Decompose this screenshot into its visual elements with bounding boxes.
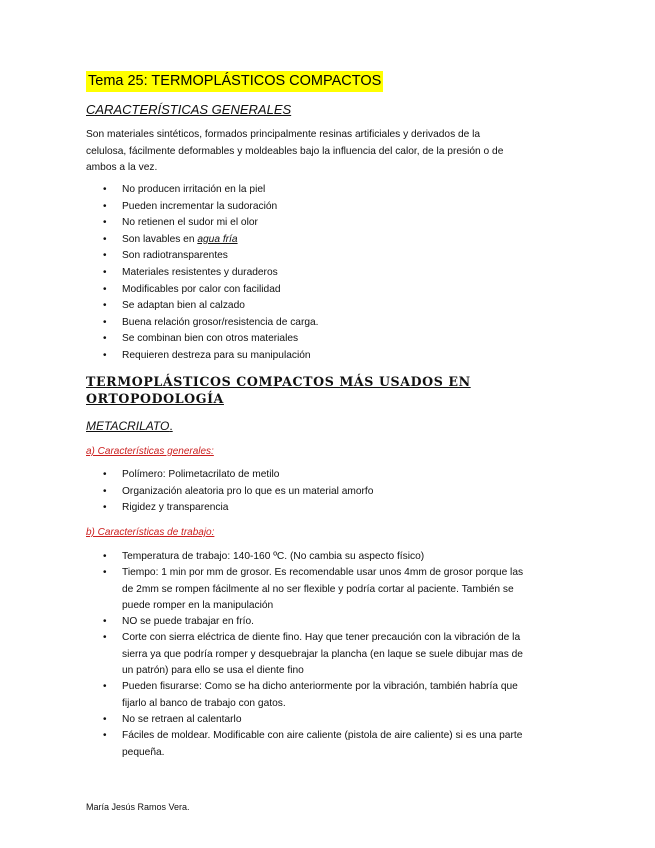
- bullet-icon: •: [103, 730, 107, 742]
- list-item: • Se adaptan bien al calzado: [86, 298, 319, 315]
- list-item: • No se retraen al calentarlo: [86, 712, 526, 728]
- page-title: Tema 25: TERMOPLÁSTICOS COMPACTOS: [86, 71, 383, 92]
- general-features-list: [86, 467, 373, 517]
- list-item: • NO se puede trabajar en frío.: [86, 614, 526, 630]
- author-footer: María Jesús Ramos Vera.: [86, 802, 190, 812]
- most-used-heading-line2: ORTOPODOLOGÍA: [86, 391, 224, 406]
- list-item: • No retienen el sudor mi el olor: [86, 215, 319, 232]
- work-features-list: [86, 549, 526, 761]
- list-item: • Temperatura de trabajo: 140-160 ºC. (No cambia su aspecto físico): [86, 549, 526, 565]
- bullet-icon: •: [103, 250, 107, 262]
- list-item: • Tiempo: 1 min por mm de grosor. Es recomendable usar unos 4mm de grosor porque las de 2mm se rompen fácilmente al no ser flexible y podría cortar al paciente. También se puede romper en la manipulación: [103, 567, 524, 611]
- material-heading: [86, 417, 173, 435]
- bullet-icon: •: [103, 266, 107, 278]
- bullet-icon: •: [103, 502, 107, 514]
- bullet-icon: •: [103, 713, 107, 725]
- bullet-icon: •: [103, 300, 107, 312]
- list-item: • Modificables por calor con facilidad: [86, 282, 319, 299]
- list-item: • Pueden fisurarse: Como se ha dicho anteriormente por la vibración, también habría que fijarlo al banco de trabajo con gatos.: [103, 681, 518, 709]
- list-item: • Corte con sierra eléctrica de diente fino. Hay que tener precaución con la vibración de la sierra ya que podría romper y desquebrajar la plancha (en laque se suele dibujar mas de un patrón) para ello se usa el diente fino: [103, 632, 523, 677]
- bullet-icon: •: [103, 184, 107, 195]
- most-used-heading: [86, 373, 471, 407]
- most-used-heading-line1: TERMOPLÁSTICOS COMPACTOS MÁS USADOS EN: [86, 374, 471, 389]
- list-item: • No producen irritación en la piel: [86, 182, 319, 199]
- bullet-icon: •: [103, 681, 107, 693]
- bullet-icon: •: [103, 217, 107, 229]
- intro-paragraph: Son materiales sintéticos, formados principalmente resinas artificiales y derivados de la celulosa, fácilmente deformables y moldeables bajo la influencia del calor, de la presión o de ambos a la vez.: [86, 129, 504, 173]
- bullet-icon: •: [103, 616, 107, 628]
- list-item: • Pueden incrementar la sudoración: [86, 199, 319, 216]
- bullet-icon: •: [103, 485, 107, 497]
- list-item: • Rigidez y transparencia: [86, 500, 373, 517]
- list-item: • Requieren destreza para su manipulación: [86, 348, 319, 365]
- list-item: • Son lavables en agua fría: [86, 232, 319, 249]
- bullet-icon: •: [103, 316, 107, 328]
- list-item: • Organización aleatoria pro lo que es un material amorfo: [86, 484, 373, 501]
- bullet-icon: •: [103, 469, 107, 480]
- list-item: • Polímero: Polimetacrilato de metilo: [86, 467, 373, 484]
- list-item: • Materiales resistentes y duraderos: [86, 265, 319, 282]
- bullet-icon: •: [103, 349, 107, 361]
- bullet-icon: •: [103, 567, 107, 579]
- list-item: • Se combinan bien con otros materiales: [86, 331, 319, 348]
- cold-water-link[interactable]: agua fría: [197, 233, 238, 245]
- list-item: • Buena relación grosor/resistencia de carga.: [86, 315, 319, 332]
- bullet-icon: •: [103, 283, 107, 295]
- bullet-icon: •: [103, 551, 107, 562]
- subheading-general: a) Características generales:: [86, 446, 214, 457]
- material-suffix: .: [169, 419, 173, 433]
- bullet-icon: •: [103, 200, 107, 212]
- subheading-work: b) Características de trabajo:: [86, 527, 215, 538]
- list-item: • Fáciles de moldear. Modificable con aire caliente (pistola de aire caliente) si es una parte pequeña.: [103, 730, 523, 758]
- bullet-icon: •: [103, 632, 107, 644]
- general-characteristics-list: [86, 182, 319, 365]
- bullet-icon: •: [103, 333, 107, 345]
- list-item: • Son radiotransparentes: [86, 248, 319, 265]
- general-characteristics-heading: CARACTERÍSTICAS GENERALES: [86, 102, 292, 117]
- bullet-icon: •: [103, 233, 107, 245]
- material-name: METACRILATO: [86, 419, 170, 433]
